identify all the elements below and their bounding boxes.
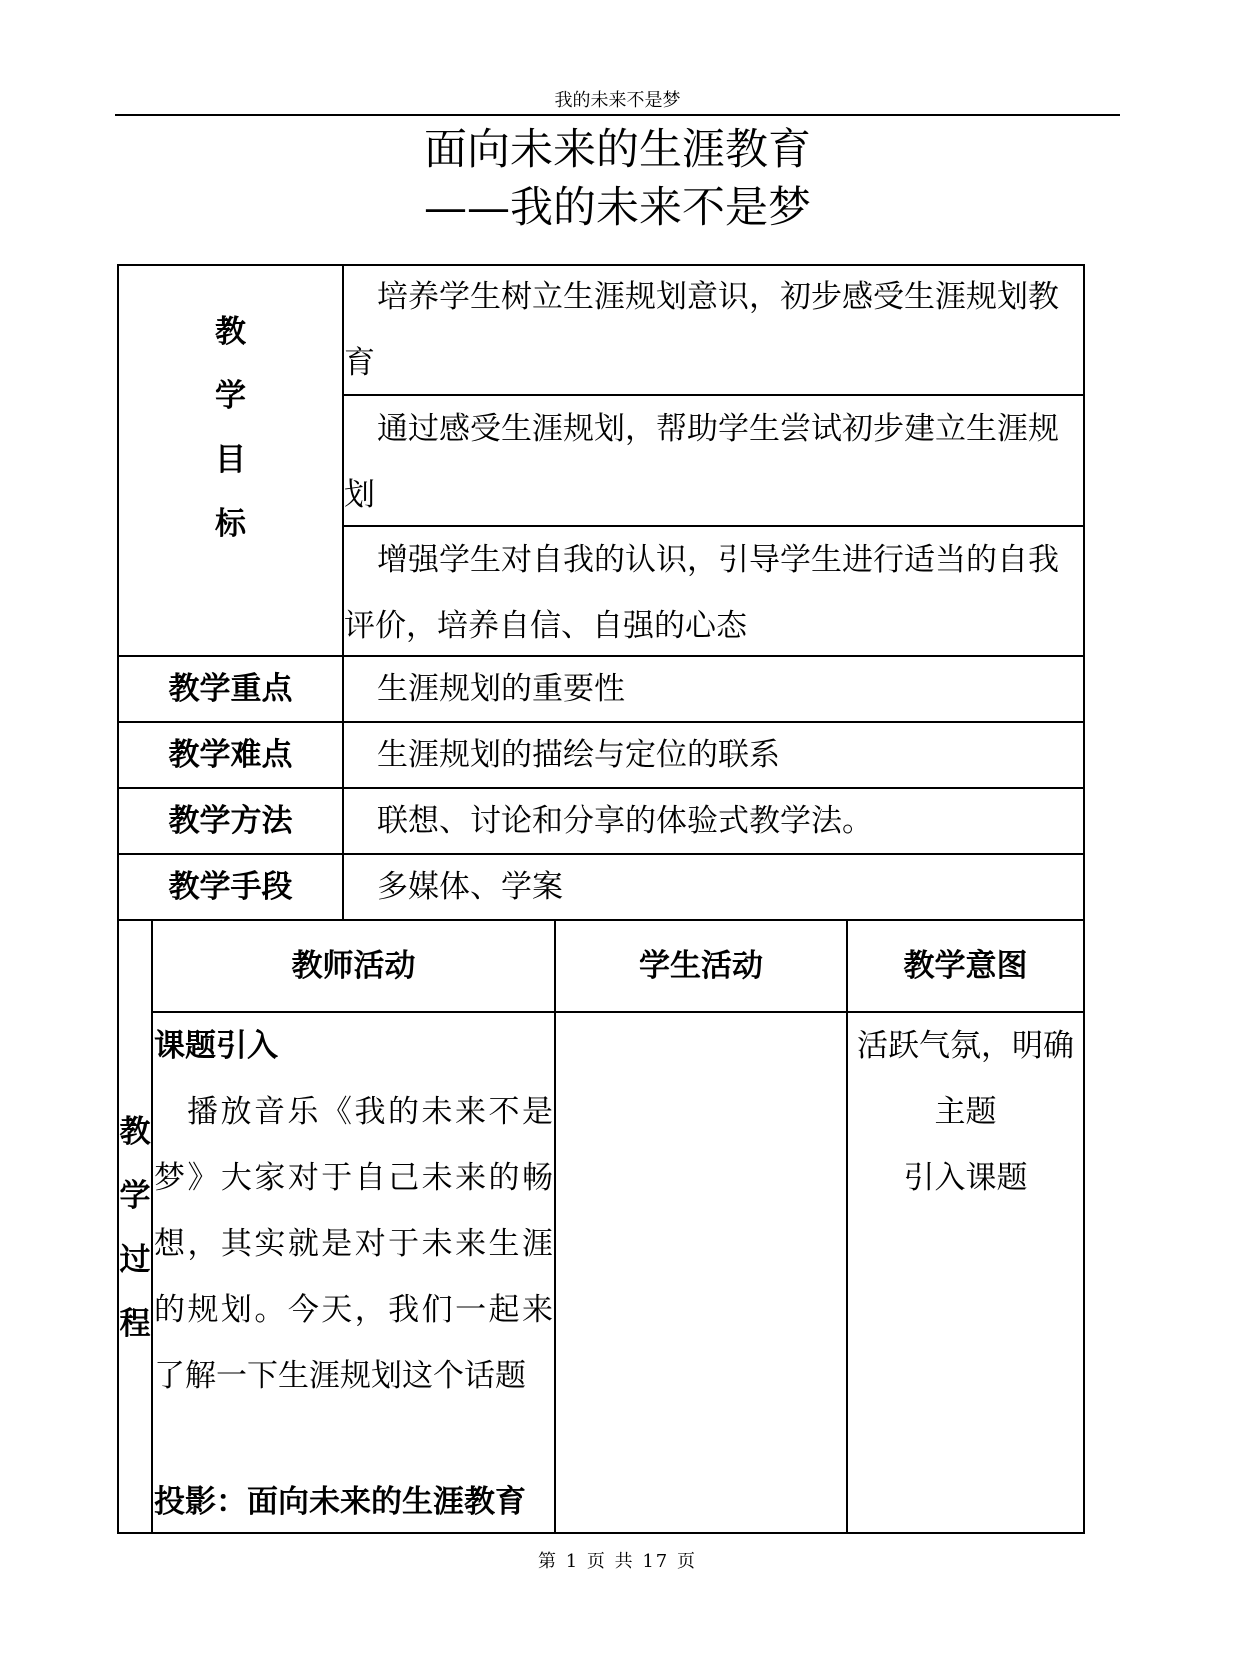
row-value-method: 联想、讨论和分享的体验式教学法。 <box>377 803 873 839</box>
row-value-key-point: 生涯规划的重要性 <box>377 671 625 707</box>
running-header: 我的未来不是梦 <box>554 90 681 111</box>
column-header-intent: 教学意图 <box>903 948 1028 984</box>
intent-text-2: 引入课题 <box>903 1160 1028 1196</box>
document-title: 面向未来的生涯教育 <box>424 125 811 175</box>
objective-item: 增强学生对自我的认识，引导学生进行适当的自我评价，培养自信、自强的心态 <box>344 542 1059 644</box>
column-header-teacher: 教师活动 <box>291 948 416 984</box>
row-label-method: 教学方法 <box>168 803 293 839</box>
table-border-right <box>1083 264 1085 1534</box>
row-label-means: 教学手段 <box>168 869 293 905</box>
process-label-char: 学 <box>119 1178 151 1214</box>
process-label <box>115 1100 155 1356</box>
process-label-char: 过 <box>119 1242 151 1278</box>
page-footer: 第 1 页 共 17 页 <box>538 1551 697 1572</box>
teacher-paragraph: 播放音乐《我的未来不是梦》大家对于自己未来的畅想，其实就是对于未来生涯的规划。今天，我们一起来了解一下生涯规划这个话题 <box>154 1094 553 1394</box>
teacher-projection: 投影：面向未来的生涯教育 <box>154 1484 526 1520</box>
objectives-label <box>119 300 342 556</box>
teacher-heading: 课题引入 <box>154 1028 278 1064</box>
objective-item: 通过感受生涯规划，帮助学生尝试初步建立生涯规划 <box>344 411 1059 513</box>
row-label-key-point: 教学重点 <box>168 671 293 707</box>
row-value-means: 多媒体、学案 <box>377 869 563 905</box>
row-label-difficulty: 教学难点 <box>168 737 293 773</box>
objectives-label-char: 标 <box>215 506 246 542</box>
process-label-char: 程 <box>119 1306 151 1342</box>
process-label-char: 教 <box>119 1114 151 1150</box>
header-rule <box>115 114 1120 116</box>
objectives-label-char: 教 <box>215 314 246 350</box>
intent-text: 活跃气氛，明确主题 <box>857 1028 1074 1130</box>
table-divider-col1 <box>554 919 556 1534</box>
objectives-label-char: 学 <box>215 378 246 414</box>
objective-item: 培养学生树立生涯规划意识，初步感受生涯规划教育 <box>344 279 1059 381</box>
row-value-difficulty: 生涯规划的描绘与定位的联系 <box>377 737 780 773</box>
objectives-label-char: 目 <box>215 442 246 478</box>
table-divider-col2 <box>846 919 848 1534</box>
column-header-student: 学生活动 <box>639 948 763 984</box>
document-subtitle: ——我的未来不是梦 <box>424 183 811 233</box>
